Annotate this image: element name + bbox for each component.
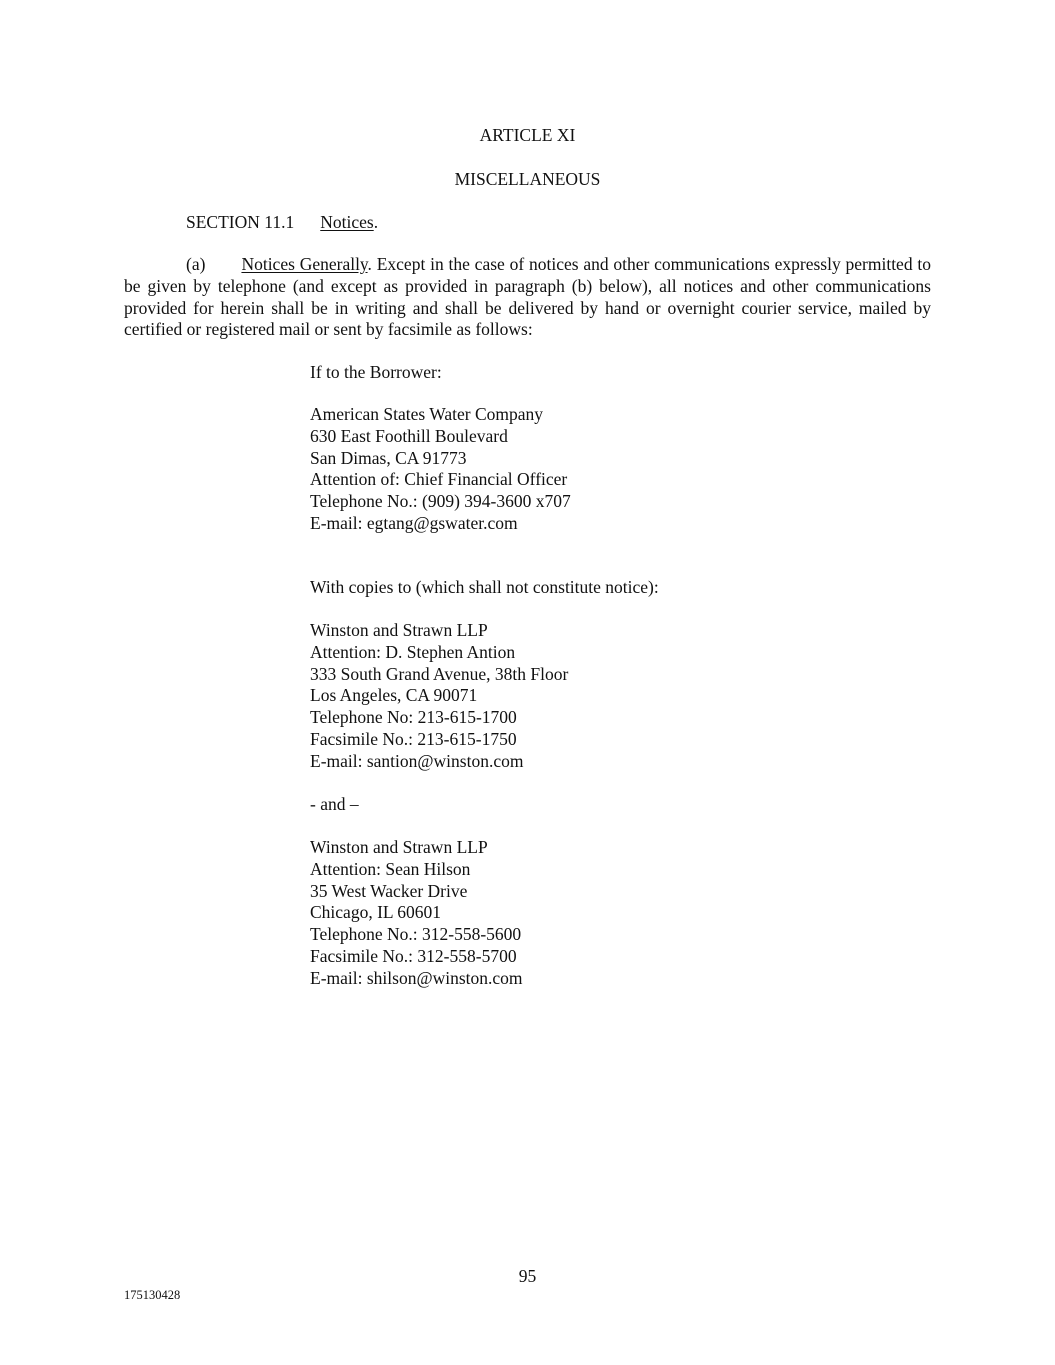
- document-id: 175130428: [124, 1288, 181, 1302]
- address-line: Winston and Strawn LLP: [310, 620, 488, 640]
- article-title: MISCELLANEOUS: [454, 169, 601, 189]
- section-heading: [186, 212, 378, 234]
- address-line: 35 West Wacker Drive: [310, 880, 468, 901]
- address-line: 333 South Grand Avenue, 38th Floor: [310, 663, 569, 684]
- paragraph-a: [124, 254, 931, 341]
- copy1-address: [310, 620, 568, 773]
- separator: - and –: [310, 794, 359, 814]
- address-line: E-mail: santion@winston.com: [310, 750, 524, 771]
- copies-intro: With copies to (which shall not constitute notice):: [310, 577, 659, 597]
- paragraph-a-label: (a): [186, 254, 206, 274]
- address-line: Chicago, IL 60601: [310, 902, 442, 923]
- address-line: Telephone No: 213-615-1700: [310, 707, 517, 728]
- address-line: American States Water Company: [310, 404, 543, 424]
- address-line: San Dimas, CA 91773: [310, 447, 467, 468]
- paragraph-a-text: . Except in the case of notices and other communications expressly permitted to be given by telephone (and except as provided in paragraph (b) below), all notices and other communications provided for herein shall be in writing and shall be delivered by hand or overnight courier service, mailed by certified or registered mail or sent by facsimile as follows:: [124, 254, 931, 340]
- address-line: Attention: Sean Hilson: [310, 858, 471, 879]
- section-title-punct: .: [373, 212, 379, 232]
- address-line: E-mail: egtang@gswater.com: [310, 512, 518, 533]
- page-number: 95: [518, 1266, 537, 1286]
- address-line: Attention: D. Stephen Antion: [310, 641, 516, 662]
- address-line: Telephone No.: 312-558-5600: [310, 924, 522, 945]
- address-line: Facsimile No.: 312-558-5700: [310, 945, 517, 966]
- address-line: Telephone No.: (909) 394-3600 x707: [310, 491, 571, 512]
- borrower-address: [310, 404, 571, 535]
- section-title: Notices: [320, 212, 374, 232]
- address-line: Facsimile No.: 213-615-1750: [310, 728, 517, 749]
- article-number: ARTICLE XI: [479, 125, 576, 145]
- section-number: SECTION 11.1: [186, 212, 295, 232]
- copy2-address: [310, 837, 523, 990]
- address-line: Winston and Strawn LLP: [310, 837, 488, 857]
- address-line: Attention of: Chief Financial Officer: [310, 469, 568, 490]
- address-line: 630 East Foothill Boulevard: [310, 425, 508, 446]
- address-line: E-mail: shilson@winston.com: [310, 967, 523, 988]
- address-line: Los Angeles, CA 90071: [310, 685, 478, 706]
- paragraph-a-heading: Notices Generally: [241, 254, 368, 274]
- borrower-intro: If to the Borrower:: [310, 362, 442, 382]
